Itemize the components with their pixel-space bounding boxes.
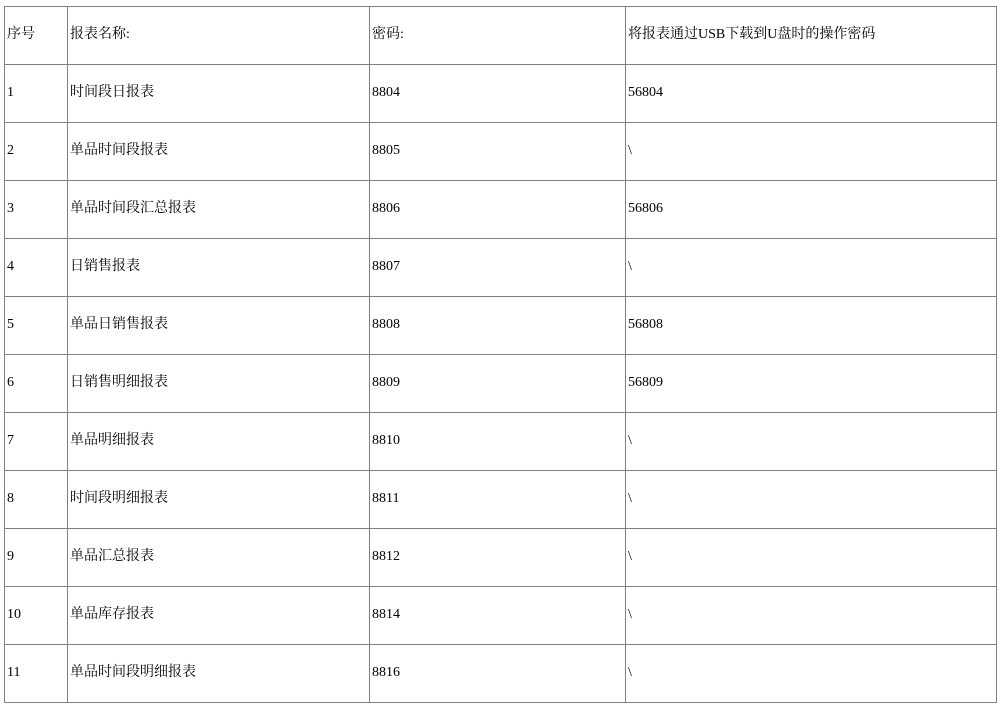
cell-password: 8812 xyxy=(370,529,626,587)
header-password: 密码: xyxy=(370,7,626,65)
cell-password: 8807 xyxy=(370,239,626,297)
cell-usb-password: \ xyxy=(626,471,997,529)
table-row xyxy=(5,297,997,355)
table-row xyxy=(5,355,997,413)
cell-password: 8804 xyxy=(370,65,626,123)
cell-password: 8808 xyxy=(370,297,626,355)
cell-usb-password: \ xyxy=(626,529,997,587)
header-usb-password: 将报表通过USB下载到U盘时的操作密码 xyxy=(626,7,997,65)
cell-report-name: 日销售报表 xyxy=(68,239,370,297)
cell-report-name: 日销售明细报表 xyxy=(68,355,370,413)
table-row xyxy=(5,645,997,703)
cell-usb-password: \ xyxy=(626,645,997,703)
cell-usb-password: \ xyxy=(626,239,997,297)
header-report-name: 报表名称: xyxy=(68,7,370,65)
cell-usb-password: \ xyxy=(626,587,997,645)
table-body xyxy=(5,65,997,703)
cell-serial-number: 8 xyxy=(5,471,68,529)
cell-serial-number: 7 xyxy=(5,413,68,471)
cell-serial-number: 9 xyxy=(5,529,68,587)
cell-serial-number: 10 xyxy=(5,587,68,645)
cell-password: 8811 xyxy=(370,471,626,529)
table-row xyxy=(5,181,997,239)
cell-usb-password: \ xyxy=(626,123,997,181)
cell-report-name: 时间段明细报表 xyxy=(68,471,370,529)
table-row xyxy=(5,471,997,529)
cell-report-name: 单品明细报表 xyxy=(68,413,370,471)
cell-report-name: 单品库存报表 xyxy=(68,587,370,645)
cell-serial-number: 6 xyxy=(5,355,68,413)
cell-password: 8816 xyxy=(370,645,626,703)
cell-usb-password: 56804 xyxy=(626,65,997,123)
cell-serial-number: 4 xyxy=(5,239,68,297)
cell-usb-password: 56806 xyxy=(626,181,997,239)
cell-report-name: 单品汇总报表 xyxy=(68,529,370,587)
cell-serial-number: 3 xyxy=(5,181,68,239)
cell-report-name: 单品时间段报表 xyxy=(68,123,370,181)
cell-password: 8806 xyxy=(370,181,626,239)
cell-usb-password: 56809 xyxy=(626,355,997,413)
cell-password: 8809 xyxy=(370,355,626,413)
table-header-row xyxy=(5,7,997,65)
table-row xyxy=(5,123,997,181)
cell-password: 8810 xyxy=(370,413,626,471)
table-row xyxy=(5,239,997,297)
cell-usb-password: \ xyxy=(626,413,997,471)
cell-serial-number: 5 xyxy=(5,297,68,355)
cell-serial-number: 11 xyxy=(5,645,68,703)
table-row xyxy=(5,529,997,587)
cell-report-name: 单品时间段明细报表 xyxy=(68,645,370,703)
header-serial-number: 序号 xyxy=(5,7,68,65)
cell-report-name: 单品日销售报表 xyxy=(68,297,370,355)
table-row xyxy=(5,587,997,645)
cell-report-name: 单品时间段汇总报表 xyxy=(68,181,370,239)
cell-password: 8814 xyxy=(370,587,626,645)
table-row xyxy=(5,413,997,471)
cell-report-name: 时间段日报表 xyxy=(68,65,370,123)
cell-serial-number: 1 xyxy=(5,65,68,123)
cell-usb-password: 56808 xyxy=(626,297,997,355)
table-row xyxy=(5,65,997,123)
report-password-table xyxy=(4,6,997,703)
cell-password: 8805 xyxy=(370,123,626,181)
cell-serial-number: 2 xyxy=(5,123,68,181)
